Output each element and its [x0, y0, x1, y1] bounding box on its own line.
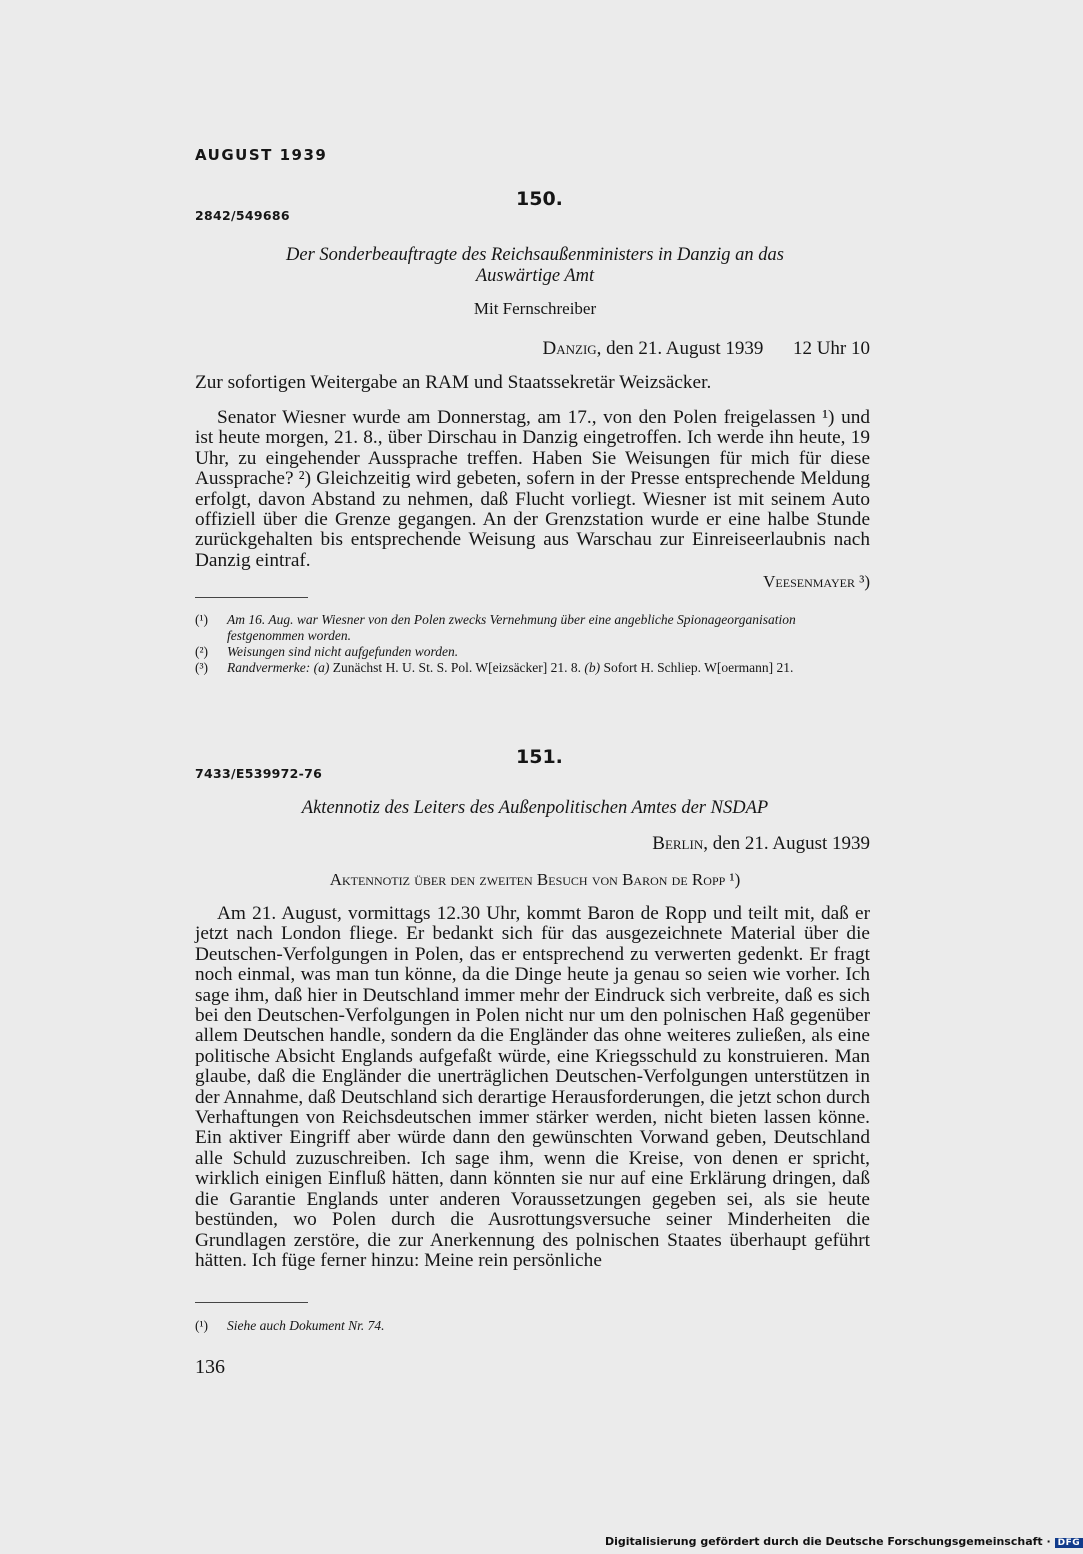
- heading-text: Aktennotiz über den zweiten Besuch von Baron de Ropp: [329, 870, 726, 889]
- archive-reference-150: 2842/549686: [195, 208, 290, 223]
- title-line-2: Auswärtige Amt: [475, 266, 595, 286]
- dateline-date: , den 21. August 1939: [596, 338, 764, 359]
- signature-name: Veesenmayer: [763, 572, 855, 591]
- section-heading-151: [195, 870, 875, 890]
- footnote-divider: [195, 1302, 308, 1303]
- archive-reference-151: 7433/E539972-76: [195, 766, 323, 781]
- body-text-151: [195, 904, 870, 1271]
- footnote-italic-2: (b): [584, 660, 601, 675]
- footnote-text: [227, 660, 870, 676]
- footnote-text: Weisungen sind nicht aufgefunden worden.: [227, 644, 459, 659]
- dateline-date: , den 21. August 1939: [703, 833, 870, 854]
- heading-note: ¹): [725, 870, 741, 889]
- dateline-place: Berlin: [652, 833, 704, 854]
- footnote-1: [195, 612, 870, 644]
- footnotes-151: [195, 1318, 870, 1334]
- body-paragraph: Am 21. August, vormittags 12.30 Uhr, kommt Baron de Ropp und teilt mit, daß er jetzt nach London fliege. Er bedankt sich für das ausgezeichnete Material über die Deutschen-Verfolgungen in Polen, das er entsprechend zu verwerten gedenkt. Er fragt noch einmal, was man tun könne, da die Dinge heute ja genau so seien wie vorher. Ich sage ihm, daß hier in Deutschland immer mehr der Eindruck sich verbreite, daß es sich bei den Deutschen-Verfolgungen in Polen nicht nur um den polnischen Haß gegenüber allem Deutschen handle, sondern da die Engländer das ohne weiteres zuließen, als eine politische Absicht Englands aufgefaßt würde, eine Kriegsschuld zu konstruieren. Man glaube, daß die Engländer die unerträglichen Deutschen-Verfolgungen unterstützen in der Annahme, daß Deutschland sich derartige Herausforderungen, die jetzt schon durch Verhaftungen von Reichsdeutschen immer stärker werden, nicht bieten lassen könne. Ein aktiver Eingriff aber würde dann den gewünschten Vorwand geben, Deutschland alle Schuld zuzuschreiben. Ich sage ihm, wenn die Kreise, von denen er spricht, wirklich einigen Einfluß hätten, dann könnten sie nur auf eine Erklärung dringen, daß die Garantie Englands unter anderen Voraussetzungen gegeben sei, als sie heute bestünden, wo Polen durch die Ausrottungsversuche seiner Minderheiten die Grundlagen zerstöre, die zur Anerkennung des polnischen Staates überhaupt geführt hätten. Ich füge ferner hinzu: Meine rein persönliche: [195, 903, 870, 1271]
- footnote-3: [195, 660, 870, 676]
- page-number: 136: [195, 1356, 225, 1378]
- body-paragraph: Senator Wiesner wurde am Donnerstag, am 17., von den Polen freigelassen ¹) und ist heute morgen, 21. 8., über Dirschau in Danzig eingetroffen. Ich werde ihn heute, 19 Uhr, zu eingehender Aussprache treffen. Haben Sie Weisungen für mich für diese Aussprache? ²) Gleichzeitig wird gebeten, sofern in der Presse entsprechende Meldung erfolgt, davon Abstand zu nehmen, daß Flucht vorliegt. Wiesner ist mit seinem Auto offiziell über die Grenze gegangen. An der Grenzstation wurde er eine halbe Stunde zurückgehalten bis entsprechende Weisung aus Warschau zur Einreiseerlaubnis nach Danzig eintraf.: [195, 407, 870, 571]
- body-text-150: [195, 408, 870, 571]
- footnote-italic: Randvermerke: (a): [227, 660, 330, 675]
- running-head: AUGUST 1939: [195, 146, 328, 164]
- document-title-150: [195, 245, 875, 287]
- footnote-rest-2: Sofort H. Schliep. W[oermann] 21.: [600, 660, 794, 675]
- footnote-text: Siehe auch Dokument Nr. 74.: [227, 1318, 385, 1333]
- dateline-151: [652, 833, 870, 855]
- dateline-150: [543, 338, 871, 360]
- document-number-150: 150.: [516, 188, 563, 210]
- footnote-text: Am 16. Aug. war Wiesner von den Polen zwecks Vernehmung über eine angebliche Spionageorganisation festgenommen worden.: [227, 612, 796, 643]
- dateline-place: Danzig: [542, 338, 597, 359]
- instruction-line: Zur sofortigen Weitergabe an RAM und Staatssekretär Weizsäcker.: [195, 372, 712, 393]
- footnote-number: (¹): [195, 1318, 209, 1333]
- transmission-method: Mit Fernschreiber: [473, 299, 597, 318]
- document-title-151: Aktennotiz des Leiters des Außenpolitischen Amtes der NSDAP: [301, 798, 769, 818]
- footnote-number: (²): [195, 644, 209, 659]
- document-number-151: 151.: [516, 746, 563, 768]
- dateline-time: 12 Uhr 10: [792, 338, 870, 359]
- dfg-logo-icon: DFG: [1055, 1538, 1083, 1548]
- title-line-1: Der Sonderbeauftragte des Reichsaußenministers in Danzig an das: [286, 245, 784, 265]
- signature-150: [763, 572, 870, 592]
- footnotes-150: [195, 612, 870, 676]
- footnote-1: [195, 1318, 870, 1334]
- signature-note: ³): [854, 572, 870, 591]
- footnote-rest: Zunächst H. U. St. S. Pol. W[eizsäcker] 21. 8.: [329, 660, 585, 675]
- credit-text: Digitalisierung gefördert durch die Deutsche Forschungsgemeinschaft ·: [605, 1535, 1051, 1548]
- footnote-divider: [195, 597, 308, 598]
- footnote-number: (¹): [195, 612, 209, 627]
- footnote-2: [195, 644, 870, 660]
- digitization-credit: [605, 1535, 1083, 1548]
- footnote-number: (³): [195, 660, 209, 675]
